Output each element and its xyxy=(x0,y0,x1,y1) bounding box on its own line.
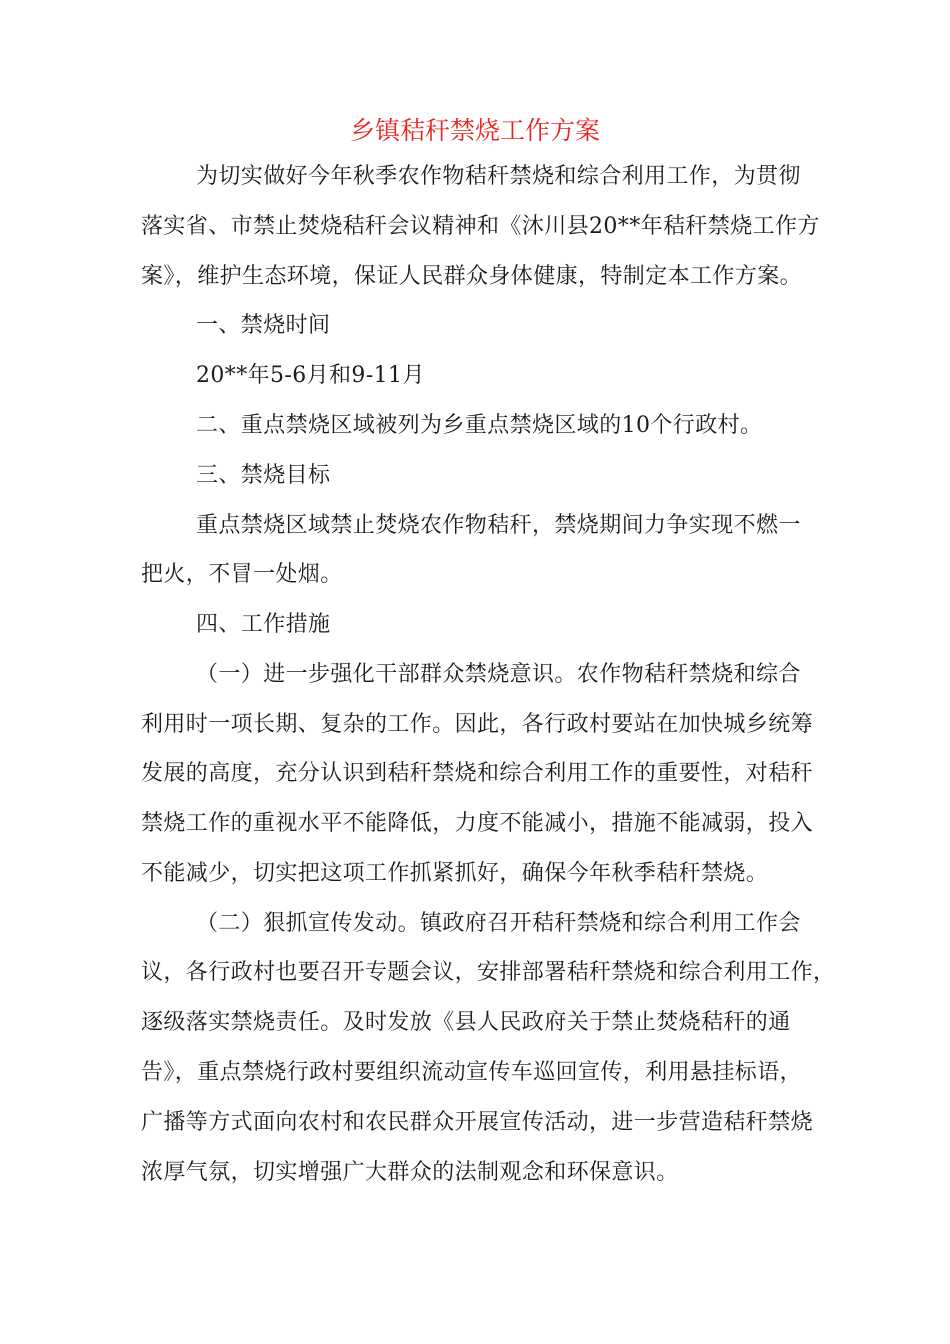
measure-1-line-1: （一）进一步强化干部群众禁烧意识。农作物秸秆禁烧和综合 xyxy=(196,662,801,687)
measure-1-line-4: 禁烧工作的重视水平不能降低，力度不能减小，措施不能减弱，投入 xyxy=(141,811,814,836)
section-heading-4: 四、工作措施 xyxy=(196,612,331,637)
measure-2-line-4: 告》，重点禁烧行政村要组织流动宣传车巡回宣传，利用悬挂标语， xyxy=(141,1060,803,1085)
document-title: 乡镇秸秆禁烧工作方案 xyxy=(349,116,600,145)
measure-2-line-3: 逐级落实禁烧责任。及时发放《县人民政府关于禁止焚烧秸秆的通 xyxy=(141,1010,791,1035)
section-3-line-1: 重点禁烧区域禁止焚烧农作物秸秆，禁烧期间力争实现不燃一 xyxy=(196,513,801,538)
measure-2-line-6: 浓厚气氛，切实增强广大群众的法制观念和环保意识。 xyxy=(141,1160,679,1185)
measure-2-line-1: （二）狠抓宣传发动。镇政府召开秸秆禁烧和综合利用工作会 xyxy=(196,911,801,936)
measure-1-line-2: 利用时一项长期、复杂的工作。因此，各行政村要站在加快城乡统筹 xyxy=(141,712,814,737)
section-heading-3: 三、禁烧目标 xyxy=(196,463,331,488)
section-3-line-2: 把火，不冒一处烟。 xyxy=(141,562,343,587)
paragraph-intro-line-3: 案》，维护生态环境，保证人民群众身体健康，特制定本工作方案。 xyxy=(141,264,803,289)
paragraph-intro-line-1: 为切实做好今年秋季农作物秸秆禁烧和综合利用工作，为贯彻 xyxy=(196,164,801,189)
measure-2-line-2: 议，各行政村也要召开专题会议，安排部署秸秆禁烧和综合利用工作， xyxy=(141,960,836,985)
measure-1-line-5: 不能减少，切实把这项工作抓紧抓好，确保今年秋季秸秆禁烧。 xyxy=(141,861,769,886)
section-heading-2: 二、重点禁烧区域被列为乡重点禁烧区域的10个行政村。 xyxy=(196,413,763,438)
measure-2-line-5: 广播等方式面向农村和农民群众开展宣传活动，进一步营造秸秆禁烧 xyxy=(141,1110,814,1135)
section-1-content: 20**年5-6月和9-11月 xyxy=(196,363,425,388)
measure-1-line-3: 发展的高度，充分认识到秸秆禁烧和综合利用工作的重要性，对秸秆 xyxy=(141,761,814,786)
section-heading-1: 一、禁烧时间 xyxy=(196,313,331,338)
paragraph-intro-line-2: 落实省、市禁止焚烧秸秆会议精神和《沐川县20**年秸秆禁烧工作方 xyxy=(141,214,820,239)
